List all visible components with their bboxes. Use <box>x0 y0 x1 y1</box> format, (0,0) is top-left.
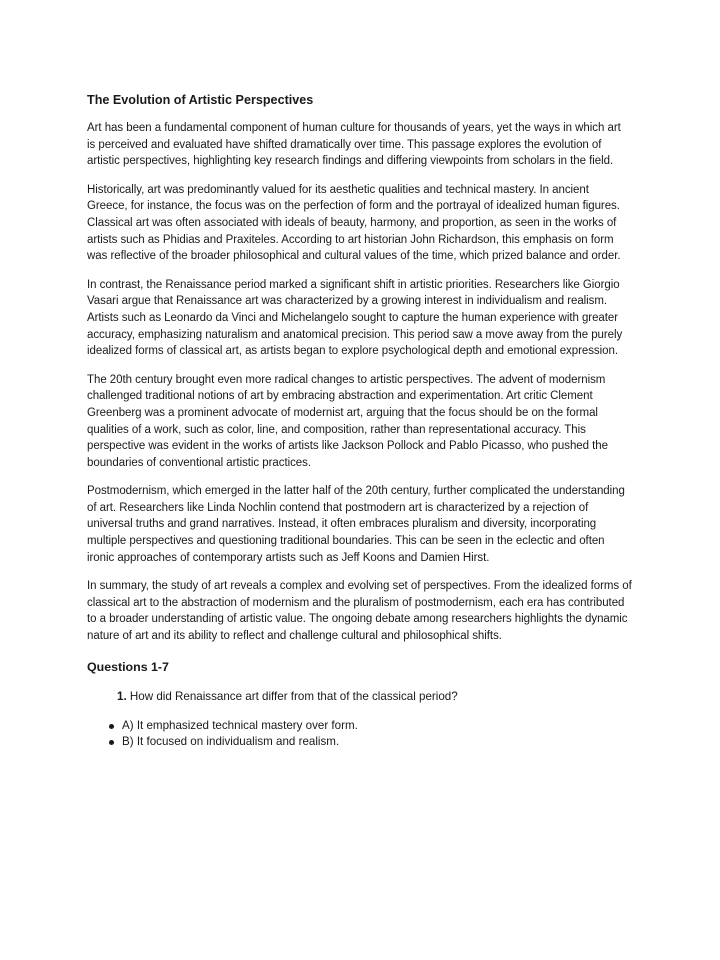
paragraph-classical-art: Historically, art was predominantly valued for its aesthetic qualities and technical mastery. In ancient Greece, for instance, the focus was on the perfection of form and the portrayal of idealized human figures. Classical art was often associated with ideals of beauty, harmony, and proportion, as seen in the works of artists such as Phidias and Praxiteles. According to art historian John Richardson, this emphasis on form was reflective of the broader philosophical and cultural values of the time, which prized balance and order. <box>87 183 621 263</box>
questions-heading: Questions 1-7 <box>87 659 169 674</box>
answer-options-list <box>109 718 632 751</box>
bullet-icon <box>109 724 114 729</box>
paragraph-renaissance: In contrast, the Renaissance period marked a significant shift in artistic priorities. Researchers like Giorgio Vasari argue that Renaissance art was characterized by a growing interest in individualism and realism. Artists such as Leonardo da Vinci and Michelangelo sought to capture the human experience with greater accuracy, emphasizing naturalism and anatomical precision. This period saw a move away from the purely idealized forms of classical art, as artists began to explore psychological depth and emotional expression. <box>87 278 623 358</box>
answer-option-b[interactable] <box>109 734 632 751</box>
paragraph-introduction: Art has been a fundamental component of human culture for thousands of years, yet the ways in which art is perceived and evaluated have shifted dramatically over time. This passage explores the evolution of artistic perspectives, highlighting key research findings and differing viewpoints from scholars in the field. <box>87 122 621 168</box>
bullet-icon <box>109 740 114 745</box>
document-page <box>87 92 632 751</box>
answer-option-label: B) It focused on individualism and realism. <box>122 735 340 749</box>
question-item <box>117 689 632 705</box>
paragraph-modernism: The 20th century brought even more radical changes to artistic perspectives. The advent of modernism challenged traditional notions of art by embracing abstraction and experimentation. Art critic Clement Greenberg was a prominent advocate of modernist art, arguing that the focus should be on the formal qualities of a work, such as color, line, and composition, rather than representational accuracy. This perspective was evident in the works of artists like Jackson Pollock and Pablo Picasso, who pushed the boundaries of conventional artistic practices. <box>87 373 608 469</box>
paragraph-summary: In summary, the study of art reveals a complex and evolving set of perspectives. From the idealized forms of classical art to the abstraction of modernism and the pluralism of postmodernism, each era has contributed to a broader understanding of artistic value. The ongoing debate among researchers highlights the dynamic nature of art and its ability to reflect and challenge cultural and philosophical shifts. <box>87 580 632 643</box>
answer-option-a[interactable] <box>109 718 632 735</box>
document-title: The Evolution of Artistic Perspectives <box>87 93 314 107</box>
answer-option-label: A) It emphasized technical mastery over form. <box>122 718 358 732</box>
question-number: 1. <box>117 689 127 703</box>
question-text: How did Renaissance art differ from that of the classical period? <box>129 689 458 703</box>
paragraph-postmodernism: Postmodernism, which emerged in the latter half of the 20th century, further complicated the understanding of art. Researchers like Linda Nochlin contend that postmodern art is characterized by a rejection of universal truths and grand narratives. Instead, it often embraces pluralism and diversity, incorporating multiple perspectives and questioning traditional boundaries. This can be seen in the eclectic and often ironic approaches of contemporary artists such as Jeff Koons and Damien Hirst. <box>87 485 625 564</box>
